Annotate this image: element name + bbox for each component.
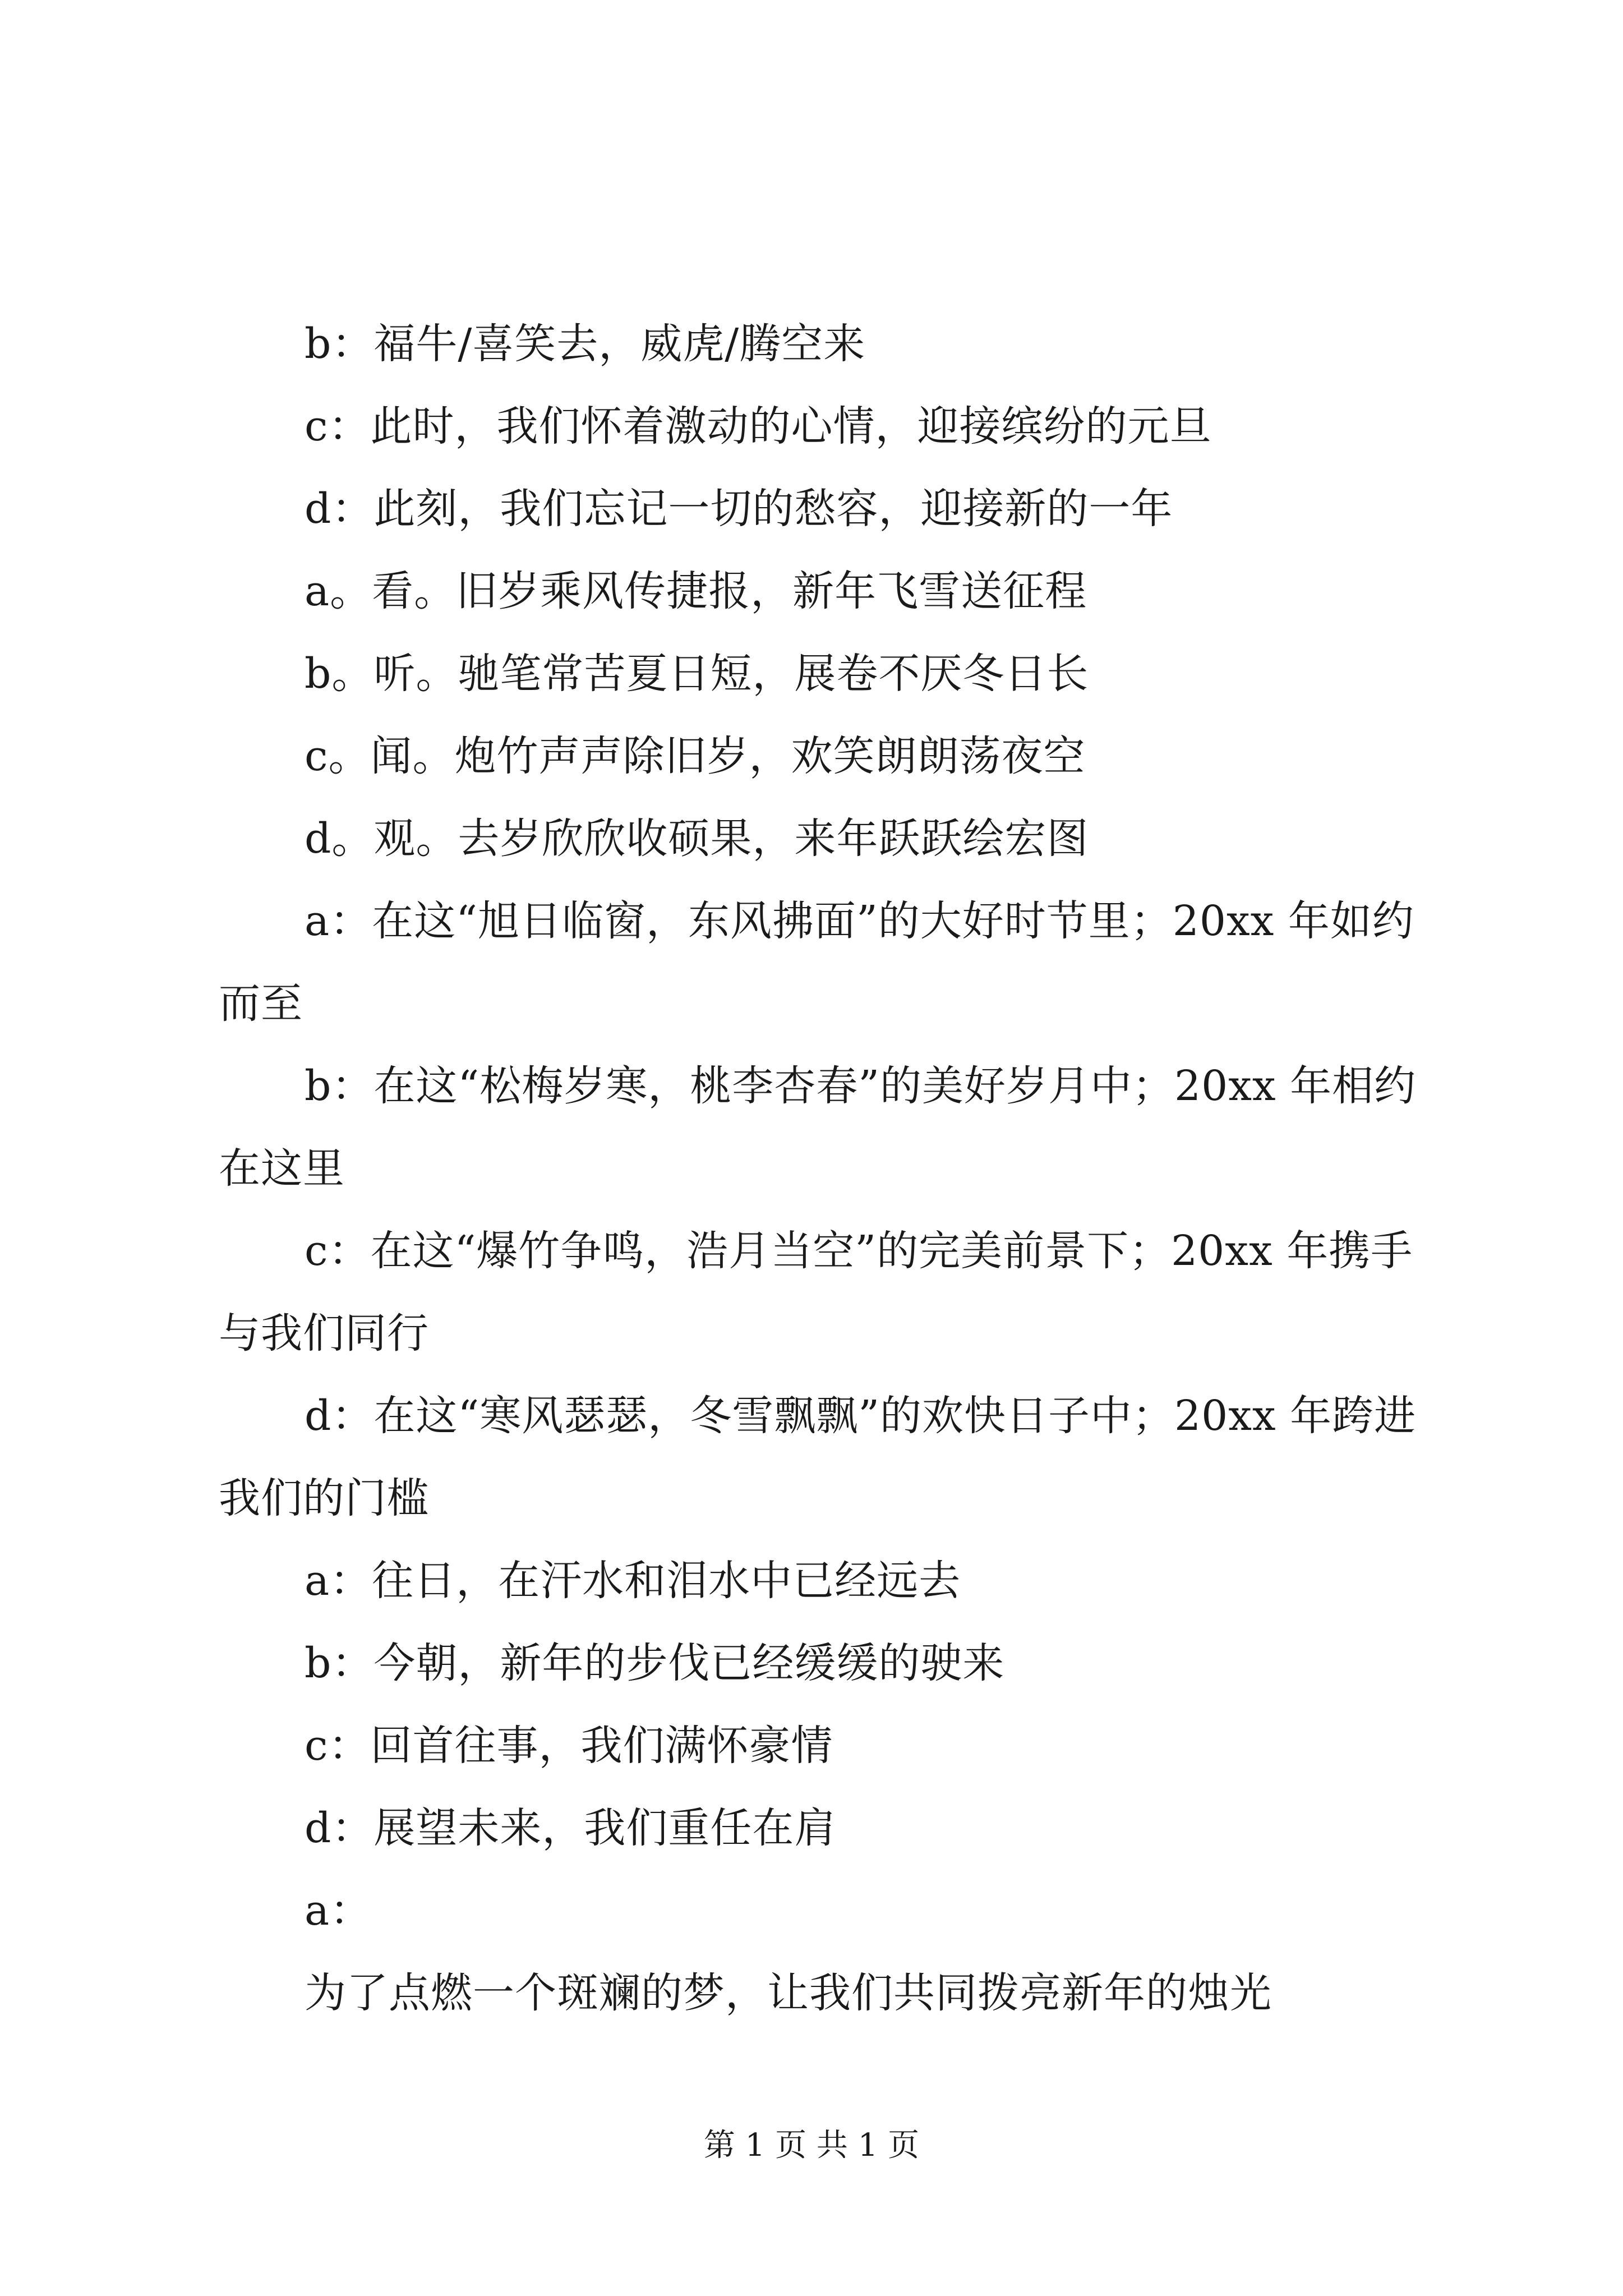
paragraph: c：回首往事，我们满怀豪情 (305, 1722, 833, 1770)
paragraph: a：在这“旭日临窗，东风拂面”的大好时节里；20xx 年如约而至 (219, 897, 1414, 1028)
paragraph: b：在这“松梅岁寒，桃李杏春”的美好岁月中；20xx 年相约在这里 (219, 1062, 1417, 1193)
paragraph: d：在这“寒风瑟瑟，冬雪飘飘”的欢快日子中；20xx 年跨进我们的门槛 (219, 1392, 1417, 1522)
paragraph: b。听。驰笔常苦夏日短，展卷不厌冬日长 (305, 650, 1089, 698)
paragraph: d：此刻，我们忘记一切的愁容，迎接新的一年 (305, 485, 1173, 533)
paragraph: b：福牛/喜笑去，威虎/腾空来 (305, 320, 866, 368)
paragraph: c：在这“爆竹争鸣，浩月当空”的完美前景下；20xx 年携手与我们同行 (219, 1227, 1413, 1358)
paragraph: a：往日，在汗水和泪水中已经远去 (305, 1557, 961, 1605)
paragraph: a。看。旧岁乘风传捷报，新年飞雪送征程 (305, 567, 1087, 615)
document-body (219, 303, 1424, 2035)
page-footer: 第 1 页 共 1 页 (703, 2127, 920, 2164)
paragraph: 为了点燃一个斑斓的梦，让我们共同拨亮新年的烛光 (305, 1969, 1272, 2017)
paragraph: d：展望未来，我们重任在肩 (305, 1804, 837, 1852)
paragraph: d。观。去岁欣欣收硕果，来年跃跃绘宏图 (305, 815, 1089, 863)
paragraph: a： (305, 1887, 372, 1935)
paragraph: b：今朝，新年的步伐已经缓缓的驶来 (305, 1639, 1005, 1687)
paragraph: c：此时，我们怀着激动的心情，迎接缤纷的元旦 (305, 402, 1212, 450)
paragraph: c。闻。炮竹声声除旧岁，欢笑朗朗荡夜空 (305, 732, 1086, 780)
